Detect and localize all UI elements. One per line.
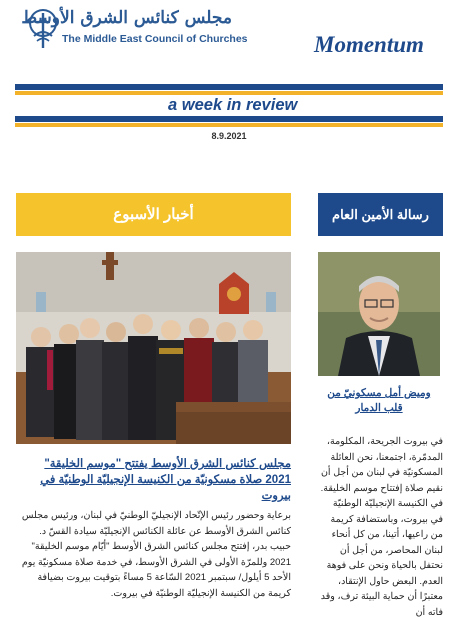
news-body-text: برعاية وحضور رئيس الإتّحاد الإنجيليّ الوطنيّ في لبنان، ورئيس مجلس كنائس الشرق الأوسط عن عائلة الكنائس الإنجيليّة سيادة القسّ د. حبيب بدر، إفتتح مجلس كنائس الشرق الأوسط "أيّام موسم الخليقة" 2021 وللمرّة الأولى في الشرق الأوسط، في خدمة صلاة مسكونيّة يوم الأحد 5 أيلول/ سبتمبر 2021 السّاعة 5 مساءً بتوقيت بيروت بضيافة كريمة من الكنيسة الإنجيليّة الوطنيّة في بيروت. [21,510,291,599]
newsletter-title: Momentum [314,32,424,57]
sg-section-title: رسالة الأمين العام [332,207,429,222]
secretary-general-portrait[interactable] [318,252,440,376]
header-top-rule [15,84,443,90]
header-bottom-rule [15,116,443,122]
header-bottom-rule-gold [15,123,443,127]
org-name-arabic: مجلس كنائس الشرق الأوسط [21,8,232,28]
sg-headline[interactable]: وميض أمل مسكونيّ من قلب الدمار [327,387,431,414]
news-photo[interactable] [16,252,291,444]
header-top-rule-gold [15,91,443,95]
sg-body-text: في بيروت الجريحة، المكلومة، المدمّرة، اجتمعنا، نحن العائلة المسكونيّة في لبنان من أجل أن نقيم صلاة إفتتاح موسم الخليقة. في الكنيسة الإنجيليّة الوطنيّة في بيروت، وباستضافة كريمة من راعيها، أتينا، من كل أنحاء لبنان المحاصر، من أجل أن نحتفل بالحياة ونحن على فوهة العدم. البعض حاول الإنتقاد، معتبرًا أن حماية البيئة ترف، وقد فاته أن [320,436,443,618]
news-headline[interactable]: مجلس كنائس الشرق الأوسط يفتتح "موسم الخليقة" 2021 صلاة مسكونيّة من الكنيسة الإنجيليّة الوطنيّة في بيروت [40,458,291,502]
subtitle: a week in review [168,96,298,114]
org-name-english: The Middle East Council of Churches [62,33,248,45]
issue-date: 8.9.2021 [211,131,247,141]
news-section-title: أخبار الأسبوع [113,206,194,223]
